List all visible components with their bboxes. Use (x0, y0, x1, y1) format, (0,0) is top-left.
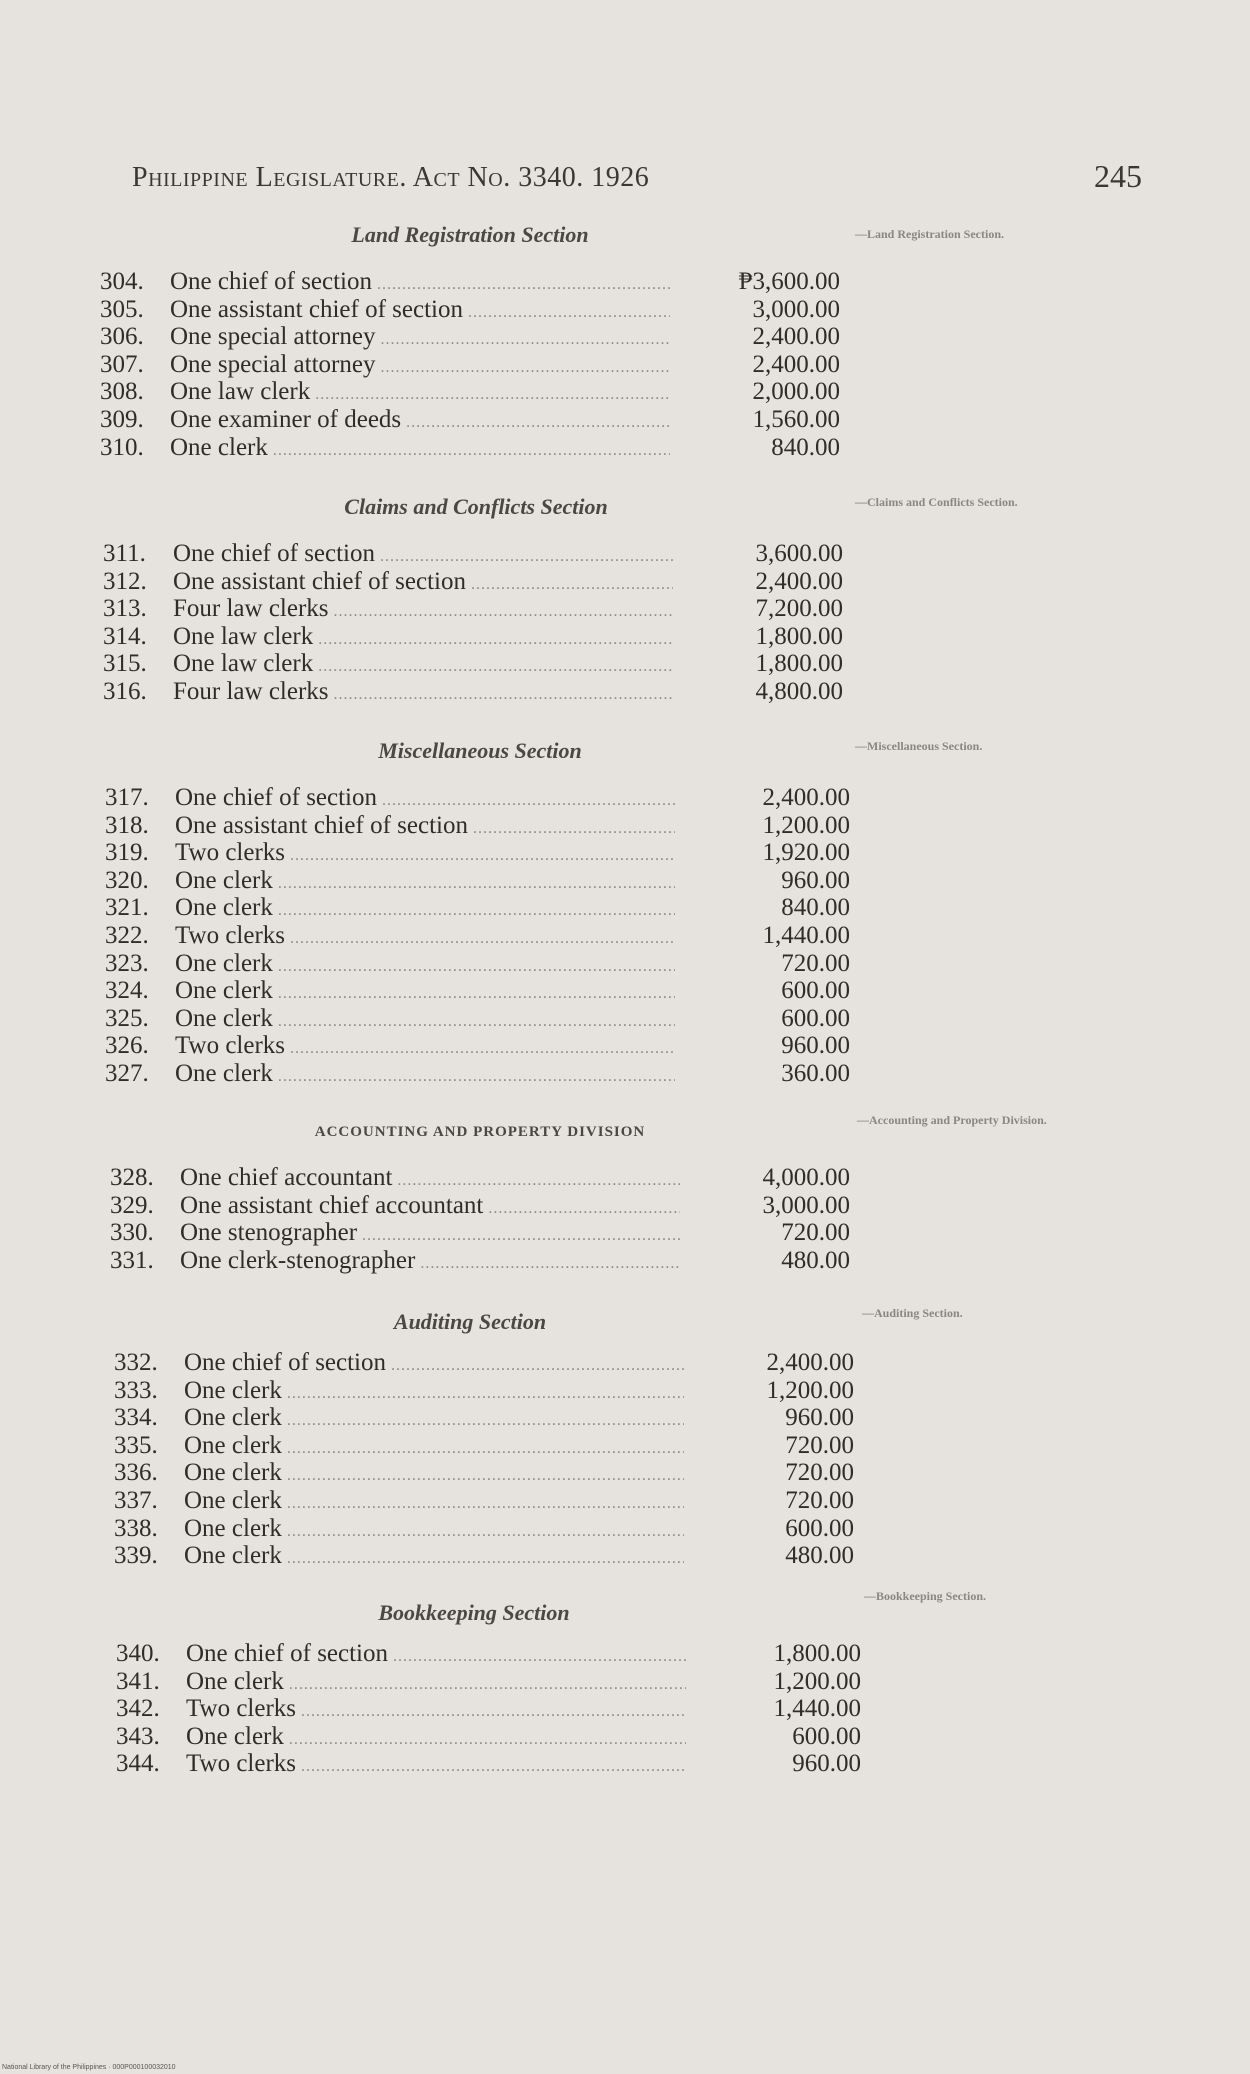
item-description: Two clerks ..... (186, 1750, 686, 1781)
section-title: ACCOUNTING AND PROPERTY DIVISION (314, 1124, 646, 1140)
item-number: 322. (105, 921, 149, 949)
line-item (114, 1404, 854, 1432)
line-item (116, 1750, 861, 1778)
line-item (100, 378, 840, 406)
item-number: 344. (116, 1750, 160, 1778)
item-number: 326. (105, 1032, 149, 1060)
item-number: 336. (114, 1459, 158, 1487)
item-number: 328. (110, 1164, 154, 1191)
line-item (105, 1060, 850, 1088)
line-item (100, 434, 840, 462)
item-description: One clerk ..... (170, 434, 670, 465)
item-amount: 2,400.00 (755, 567, 843, 595)
line-item (114, 1487, 854, 1515)
item-number: 318. (105, 811, 149, 839)
item-number: 340. (116, 1640, 160, 1667)
item-amount: 3,000.00 (752, 295, 840, 323)
margin-note: —Miscellaneous Section. (855, 739, 983, 753)
item-amount: 720.00 (785, 1486, 854, 1514)
item-description: Two clerks ..... (175, 922, 675, 953)
item-description: One clerk ..... (184, 1404, 684, 1435)
item-amount: 720.00 (785, 1431, 854, 1459)
item-number: 317. (105, 784, 149, 811)
item-description: One chief of section ..... (170, 268, 670, 299)
line-item (100, 406, 840, 434)
item-number: 339. (114, 1542, 158, 1570)
item-description: One clerk ..... (184, 1377, 684, 1408)
item-description: One clerk ..... (184, 1432, 684, 1463)
item-description: One clerk ..... (184, 1515, 684, 1546)
line-item (105, 839, 850, 867)
item-list (110, 1164, 850, 1274)
line-item (105, 812, 850, 840)
line-item (100, 296, 840, 324)
item-description: One law clerk ..... (173, 650, 673, 681)
line-item (114, 1459, 854, 1487)
item-number: 331. (110, 1246, 154, 1274)
item-number: 308. (100, 378, 144, 406)
line-item (116, 1723, 861, 1751)
section-title: Miscellaneous Section (378, 738, 582, 763)
item-description: One clerk ..... (175, 867, 675, 898)
item-amount: 1,920.00 (762, 839, 850, 867)
item-description: One special attorney ..... (170, 323, 670, 354)
item-amount: 1,200.00 (773, 1667, 861, 1695)
line-item (100, 268, 840, 296)
line-item (105, 1005, 850, 1033)
item-number: 305. (100, 295, 144, 323)
item-description: One assistant chief of section ..... (175, 812, 675, 843)
item-number: 309. (100, 405, 144, 433)
item-amount: 960.00 (792, 1750, 861, 1778)
line-item (103, 623, 843, 651)
margin-note: —Auditing Section. (862, 1306, 963, 1320)
line-item (116, 1695, 861, 1723)
item-amount: 1,800.00 (773, 1640, 861, 1667)
item-amount: 960.00 (781, 1032, 850, 1060)
line-item (100, 323, 840, 351)
item-description: One clerk ..... (184, 1542, 684, 1573)
line-item (114, 1432, 854, 1460)
item-number: 333. (114, 1376, 158, 1404)
item-list (105, 784, 850, 1088)
item-description: One law clerk ..... (173, 623, 673, 654)
line-item (110, 1164, 850, 1192)
item-description: One stenographer ..... (180, 1219, 680, 1250)
item-amount: 480.00 (785, 1542, 854, 1570)
item-amount: 360.00 (781, 1059, 850, 1087)
item-amount: 1,200.00 (766, 1376, 854, 1404)
item-amount: 7,200.00 (755, 595, 843, 623)
item-description: Two clerks ..... (186, 1695, 686, 1726)
item-description: One clerk ..... (175, 977, 675, 1008)
line-item (103, 540, 843, 568)
line-item (105, 867, 850, 895)
item-amount: 1,440.00 (773, 1695, 861, 1723)
item-number: 335. (114, 1431, 158, 1459)
item-amount: 3,000.00 (762, 1191, 850, 1219)
running-head: Philippine Legislature. Act No. 3340. 1926 (132, 162, 650, 193)
item-amount: 3,600.00 (755, 540, 843, 567)
item-description: One clerk-stenographer ..... (180, 1247, 680, 1278)
line-item (100, 351, 840, 379)
item-number: 314. (103, 622, 147, 650)
item-amount: 960.00 (781, 866, 850, 894)
item-amount: 720.00 (785, 1459, 854, 1487)
item-amount: 2,000.00 (752, 378, 840, 406)
item-number: 325. (105, 1004, 149, 1032)
item-number: 323. (105, 949, 149, 977)
item-number: 313. (103, 595, 147, 623)
item-amount: 600.00 (781, 1004, 850, 1032)
line-item (114, 1377, 854, 1405)
item-amount: 840.00 (771, 433, 840, 461)
item-number: 338. (114, 1514, 158, 1542)
item-number: 342. (116, 1695, 160, 1723)
item-number: 337. (114, 1486, 158, 1514)
margin-note: —Land Registration Section. (855, 227, 1005, 241)
item-description: One clerk ..... (175, 1060, 675, 1091)
item-description: One clerk ..... (184, 1459, 684, 1490)
item-description: One chief of section ..... (184, 1349, 684, 1380)
line-item (110, 1247, 850, 1275)
item-number: 324. (105, 977, 149, 1005)
item-description: Two clerks ..... (175, 1032, 675, 1063)
item-amount: 480.00 (781, 1246, 850, 1274)
line-item (103, 568, 843, 596)
item-amount: 600.00 (785, 1514, 854, 1542)
item-amount: 2,400.00 (762, 784, 850, 811)
section-title: Bookkeeping Section (378, 1600, 570, 1625)
item-description: One chief of section ..... (173, 540, 673, 571)
line-item (110, 1219, 850, 1247)
item-description: One clerk ..... (175, 894, 675, 925)
item-number: 341. (116, 1667, 160, 1695)
margin-note: —Claims and Conflicts Section. (855, 495, 1018, 509)
item-description: Four law clerks ..... (173, 678, 673, 709)
item-amount: 1,440.00 (762, 921, 850, 949)
item-amount: 2,400.00 (752, 350, 840, 378)
item-amount: 2,400.00 (752, 323, 840, 351)
item-description: One chief accountant ..... (180, 1164, 680, 1195)
item-number: 321. (105, 894, 149, 922)
item-number: 315. (103, 650, 147, 678)
item-description: One clerk ..... (184, 1487, 684, 1518)
line-item (116, 1640, 861, 1668)
item-amount: 720.00 (781, 949, 850, 977)
item-amount: 1,200.00 (762, 811, 850, 839)
item-amount: 1,800.00 (755, 650, 843, 678)
line-item (103, 678, 843, 706)
line-item (105, 894, 850, 922)
line-item (103, 595, 843, 623)
item-number: 329. (110, 1191, 154, 1219)
item-description: One assistant chief accountant ..... (180, 1192, 680, 1223)
item-number: 311. (103, 540, 146, 567)
page-header (132, 158, 1142, 202)
item-amount: 960.00 (785, 1404, 854, 1432)
item-description: One clerk ..... (186, 1723, 686, 1754)
item-number: 334. (114, 1404, 158, 1432)
item-list (100, 268, 840, 461)
margin-note: —Accounting and Property Division. (857, 1113, 1047, 1127)
item-number: 320. (105, 866, 149, 894)
section-title: Auditing Section (393, 1309, 547, 1334)
item-description: One clerk ..... (186, 1668, 686, 1699)
item-amount: 840.00 (781, 894, 850, 922)
item-number: 307. (100, 350, 144, 378)
item-description: One chief of section ..... (186, 1640, 686, 1671)
line-item (114, 1542, 854, 1570)
item-amount: 720.00 (781, 1219, 850, 1247)
footer-note: National Library of the Philippines · 000P000100032010 (2, 2064, 176, 2071)
item-amount: 4,800.00 (755, 677, 843, 705)
item-description: One chief of section ..... (175, 784, 675, 815)
item-number: 316. (103, 677, 147, 705)
section-title: Claims and Conflicts Section (344, 494, 608, 519)
item-description: One examiner of deeds ..... (170, 406, 670, 437)
item-number: 319. (105, 839, 149, 867)
item-description: One assistant chief of section ..... (170, 296, 670, 327)
item-number: 306. (100, 323, 144, 351)
item-number: 332. (114, 1349, 158, 1376)
margin-note: —Bookkeeping Section. (864, 1589, 987, 1603)
line-item (105, 977, 850, 1005)
line-item (105, 1032, 850, 1060)
line-item (114, 1349, 854, 1377)
item-description: Two clerks ..... (175, 839, 675, 870)
line-item (103, 650, 843, 678)
item-description: One special attorney ..... (170, 351, 670, 382)
line-item (105, 922, 850, 950)
item-amount: 1,800.00 (755, 622, 843, 650)
line-item (105, 950, 850, 978)
item-number: 312. (103, 567, 147, 595)
item-number: 330. (110, 1219, 154, 1247)
item-list (114, 1349, 854, 1570)
item-description: One clerk ..... (175, 950, 675, 981)
item-number: 304. (100, 268, 144, 295)
item-amount: 4,000.00 (762, 1164, 850, 1191)
item-number: 327. (105, 1059, 149, 1087)
item-amount: 600.00 (781, 977, 850, 1005)
item-description: One law clerk ..... (170, 378, 670, 409)
page-number: 245 (1094, 158, 1142, 194)
section-title: Land Registration Section (351, 222, 589, 247)
item-amount: ₱3,600.00 (738, 268, 840, 295)
item-number: 343. (116, 1722, 160, 1750)
item-number: 310. (100, 433, 144, 461)
item-description: One clerk ..... (175, 1005, 675, 1036)
item-description: Four law clerks ..... (173, 595, 673, 626)
item-amount: 2,400.00 (766, 1349, 854, 1376)
line-item (116, 1668, 861, 1696)
item-amount: 1,560.00 (752, 405, 840, 433)
line-item (110, 1192, 850, 1220)
item-list (116, 1640, 861, 1778)
item-amount: 600.00 (792, 1722, 861, 1750)
line-item (114, 1515, 854, 1543)
item-description: One assistant chief of section ..... (173, 568, 673, 599)
line-item (105, 784, 850, 812)
item-list (103, 540, 843, 706)
